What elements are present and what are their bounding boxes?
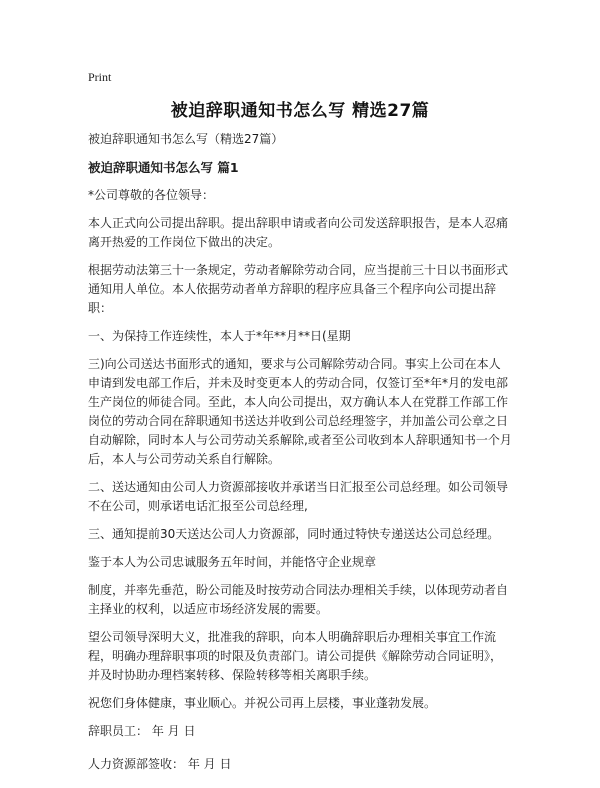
page-title: 被迫辞职通知书怎么写 精选27篇 <box>170 101 430 121</box>
paragraph: 二、送达通知由公司人力资源部接收并承诺当日汇报至公司总经理。如公司领导不在公司，则承诺电话汇报至公司总经理, <box>88 480 509 513</box>
paragraph: 制度，并率先垂范，盼公司能及时按劳动合同法办理相关手续，以体现劳动者自主择业的权利，以适应市场经济发展的需要。 <box>88 583 509 616</box>
signature-line-employee: 辞职员工： 年 月 日 <box>88 724 196 738</box>
paragraph: 本人正式向公司提出辞职。提出辞职申请或者向公司发送辞职报告，是本人忍痛离开热爱的工作岗位下做出的决定。 <box>88 216 509 249</box>
section-heading: 被迫辞职通知书怎么写 篇1 <box>88 160 239 175</box>
signature-line-hr: 人力资源部签收： 年 月 日 <box>88 757 232 771</box>
greeting: *公司尊敬的各位领导： <box>88 188 215 202</box>
paragraph: 鉴于本人为公司忠诚服务五年时间，并能恪守企业规章 <box>88 555 377 569</box>
paragraph: 根据劳动法第三十一条规定，劳动者解除劳动合同，应当提前三十日以书面形式通知用人单位。本人依据劳动者单方辞职的程序应具备三个程序向公司提出辞职： <box>88 263 509 315</box>
paragraph: 一、为保持工作连续性，本人于*年**月**日(星期 <box>88 329 351 343</box>
print-link[interactable]: Print <box>88 70 112 84</box>
paragraph: 望公司领导深明大义，批准我的辞职，向本人明确辞职后办理相关事宜工作流程，明确办理辞职事项的时限及负责部门。请公司提供《解除劳动合同证明》，并及时协助办理档案转移、保险转移等相关离职手续。 <box>88 630 503 682</box>
document-subtitle: 被迫辞职通知书怎么写（精选27篇） <box>88 132 284 146</box>
paragraph: 三、通知提前30天送达公司人力资源部，同时通过特快专递送达公司总经理。 <box>88 527 500 541</box>
paragraph: 三)向公司送达书面形式的通知，要求与公司解除劳动合同。事实上公司在本人申请到发电部工作后，并未及时变更本人的劳动合同，仅签订至*年*月的发电部生产岗位的师徒合同。至此，本人向公司提出，双方确认本人在党群工作部工作岗位的劳动合同在辞职通知书送达并收到公司总经理签字，并加盖公司公章之日自动解除，同时本人与公司劳动关系解除,或者至公司收到本人辞职通知书一个月后，本人与公司劳动关系自行解除。 <box>88 357 512 466</box>
document-body <box>88 130 512 788</box>
paragraph: 祝您们身体健康，事业顺心。并祝公司再上层楼，事业蓬勃发展。 <box>88 696 437 710</box>
